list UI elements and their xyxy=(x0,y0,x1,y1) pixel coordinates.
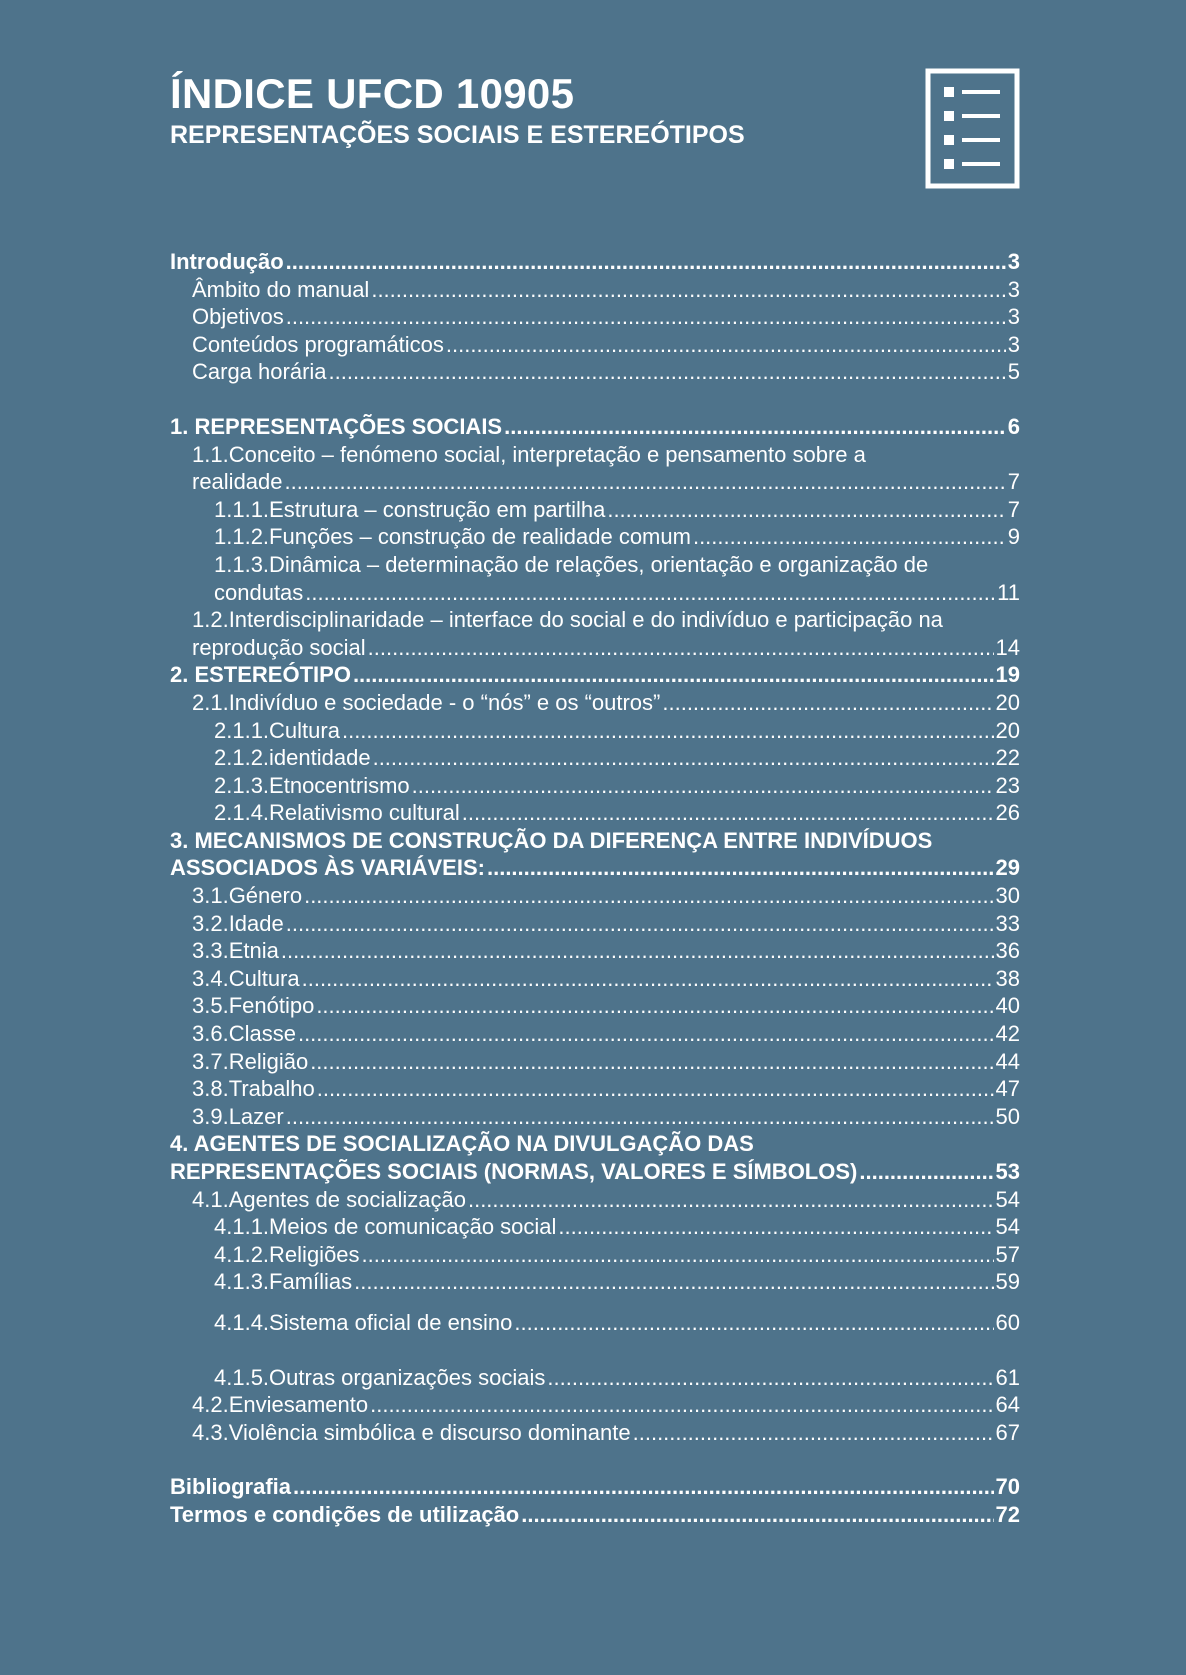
toc-entry-1-1-3-line1[interactable]: 1.1.3.Dinâmica – determinação de relações, orientação e organização de xyxy=(214,551,929,577)
toc-leader xyxy=(371,276,1005,304)
toc-leader xyxy=(487,854,994,882)
toc-page-number: 36 xyxy=(995,938,1020,964)
toc-entry-ambito[interactable] xyxy=(170,276,1020,304)
toc-page-number: 23 xyxy=(995,772,1020,798)
toc-label: 2.1.Indivíduo e sociedade - o “nós” e os “outros” xyxy=(192,689,661,715)
toc-label: condutas xyxy=(214,579,304,605)
toc-leader xyxy=(286,248,1006,276)
toc-page-number: 3 xyxy=(1007,304,1020,330)
toc-entry-4-1-2[interactable] xyxy=(170,1241,1020,1269)
toc-label: reprodução social xyxy=(192,634,366,660)
spacer xyxy=(170,1296,1020,1309)
toc-page-number: 54 xyxy=(995,1186,1020,1212)
toc-label: Âmbito do manual xyxy=(192,276,370,302)
toc-leader xyxy=(354,1268,993,1296)
toc-label: 1.1.1.Estrutura – construção em partilha xyxy=(214,496,606,522)
toc-label: 3.1.Género xyxy=(192,883,303,909)
toc-entry-2-1-1[interactable] xyxy=(170,717,1020,745)
toc-entry-section-3[interactable] xyxy=(170,854,1020,882)
toc-entry-1-1-3[interactable] xyxy=(170,579,1020,607)
toc-page-number: 7 xyxy=(1007,469,1020,495)
toc-leader xyxy=(317,1075,994,1103)
toc-page-number: 60 xyxy=(995,1309,1020,1335)
toc-label: realidade xyxy=(192,469,283,495)
toc-label: 4.1.5.Outras organizações sociais xyxy=(214,1364,546,1390)
toc-label: 4.3.Violência simbólica e discurso dominante xyxy=(192,1419,631,1445)
toc-leader xyxy=(316,992,993,1020)
toc-label: 2.1.3.Etnocentrismo xyxy=(214,772,410,798)
toc-leader xyxy=(446,331,1006,359)
toc-entry-termos[interactable] xyxy=(170,1501,1020,1529)
toc-leader xyxy=(521,1501,993,1529)
toc-entry-3-9[interactable] xyxy=(170,1103,1020,1131)
page-title: ÍNDICE UFCD 10905 xyxy=(170,70,575,117)
toc-page-number: 53 xyxy=(995,1159,1020,1184)
toc-page-number: 38 xyxy=(995,965,1020,991)
toc-entry-1-1-1[interactable] xyxy=(170,496,1020,524)
toc-leader xyxy=(362,1241,994,1269)
toc-page-number: 42 xyxy=(995,1021,1020,1047)
list-document-icon xyxy=(925,68,1020,189)
toc-label: Bibliografia xyxy=(170,1474,292,1500)
toc-leader xyxy=(633,1419,994,1447)
toc-entry-4-1-5[interactable] xyxy=(170,1364,1020,1392)
toc-leader xyxy=(468,1186,994,1214)
toc-label: 3.6.Classe xyxy=(192,1021,296,1047)
toc-leader xyxy=(504,413,1006,441)
toc-page-number: 3 xyxy=(1007,276,1020,302)
toc-label: 3.7.Religião xyxy=(192,1048,309,1074)
toc-entry-1-2[interactable] xyxy=(170,634,1020,662)
toc-label: 3.9.Lazer xyxy=(192,1103,284,1129)
toc-page-number: 61 xyxy=(995,1364,1020,1390)
toc-entry-1-1-line1[interactable]: 1.1.Conceito – fenómeno social, interpretação e pensamento sobre a xyxy=(192,441,866,467)
toc-page-number: 11 xyxy=(997,579,1020,605)
toc-page-number: 67 xyxy=(995,1419,1020,1445)
toc-entry-4-2[interactable] xyxy=(170,1391,1020,1419)
spacer xyxy=(170,1337,1020,1364)
toc-label: 2. ESTEREÓTIPO xyxy=(170,662,351,688)
toc-label: 3.5.Fenótipo xyxy=(192,993,315,1019)
toc-page-number: 40 xyxy=(995,993,1020,1019)
toc-page-number: 14 xyxy=(995,634,1020,660)
toc-entry-3-1[interactable] xyxy=(170,882,1020,910)
toc-leader xyxy=(286,910,994,938)
toc-page-number: 5 xyxy=(1007,359,1020,385)
toc-leader xyxy=(368,634,994,662)
toc-label: ASSOCIADOS ÀS VARIÁVEIS: xyxy=(170,855,485,881)
toc-entry-4-1-1[interactable] xyxy=(170,1213,1020,1241)
toc-page-number: 50 xyxy=(995,1103,1020,1129)
toc-leader xyxy=(298,1020,994,1048)
toc-leader xyxy=(462,799,994,827)
toc-label: 4.1.4.Sistema oficial de ensino xyxy=(214,1309,513,1335)
toc-label: 3.2.Idade xyxy=(192,910,284,936)
toc-entry-4-1[interactable] xyxy=(170,1186,1020,1214)
page-header xyxy=(170,70,745,150)
toc-label: 2.1.2.identidade xyxy=(214,745,371,771)
toc-page-number: 33 xyxy=(995,910,1020,936)
toc-entry-3-4[interactable] xyxy=(170,965,1020,993)
toc-page-number: 3 xyxy=(1007,249,1020,274)
toc-leader xyxy=(286,303,1006,331)
toc-label: Objetivos xyxy=(192,304,284,330)
toc-entry-4-3[interactable] xyxy=(170,1419,1020,1447)
toc-page-number: 20 xyxy=(995,689,1020,715)
toc-leader xyxy=(547,1364,993,1392)
toc-label: Termos e condições de utilização xyxy=(170,1501,520,1527)
toc-page-number: 54 xyxy=(995,1214,1020,1240)
toc-label: 4.2.Enviesamento xyxy=(192,1392,369,1418)
toc-page-number: 47 xyxy=(995,1076,1020,1102)
toc-entry-conteudos[interactable] xyxy=(170,331,1020,359)
toc-label: 4.1.2.Religiões xyxy=(214,1241,360,1267)
toc-leader xyxy=(558,1213,993,1241)
toc-page-number: 59 xyxy=(995,1269,1020,1295)
page-subtitle: REPRESENTAÇÕES SOCIAIS E ESTEREÓTIPOS xyxy=(170,121,745,149)
toc-entry-introducao[interactable] xyxy=(170,248,1020,276)
toc-entry-bibliografia[interactable] xyxy=(170,1473,1020,1501)
toc-leader xyxy=(514,1309,993,1337)
toc-leader xyxy=(285,468,1006,496)
toc-label: Conteúdos programáticos xyxy=(192,331,444,357)
toc-label: 2.1.4.Relativismo cultural xyxy=(214,800,460,826)
toc-entry-3-6[interactable] xyxy=(170,1020,1020,1048)
toc-entry-objetivos[interactable] xyxy=(170,303,1020,331)
toc-page-number: 7 xyxy=(1007,496,1020,522)
toc-label: Carga horária xyxy=(192,359,327,385)
toc-leader xyxy=(302,965,994,993)
toc-leader xyxy=(329,358,1006,386)
toc-entry-3-5[interactable] xyxy=(170,992,1020,1020)
toc-leader xyxy=(305,579,995,607)
toc-page-number: 26 xyxy=(995,800,1020,826)
spacer xyxy=(170,386,1020,413)
toc-page-number: 3 xyxy=(1007,331,1020,357)
toc-page-number: 72 xyxy=(995,1501,1020,1527)
toc-label: 4.1.3.Famílias xyxy=(214,1269,353,1295)
spacer xyxy=(170,1446,1020,1473)
toc-leader xyxy=(607,496,1005,524)
toc-leader xyxy=(662,689,993,717)
toc-label: 1. REPRESENTAÇÕES SOCIAIS xyxy=(170,413,503,439)
toc-label: 4.1.Agentes de socialização xyxy=(192,1186,466,1212)
toc-entry-3-3[interactable] xyxy=(170,937,1020,965)
toc-label: 4.1.1.Meios de comunicação social xyxy=(214,1214,557,1240)
toc-page-number: 30 xyxy=(995,883,1020,909)
toc-entry-2-1-3[interactable] xyxy=(170,772,1020,800)
toc-entry-2-1-2[interactable] xyxy=(170,744,1020,772)
toc-page-number: 19 xyxy=(995,662,1020,688)
toc-entry-4-1-3[interactable] xyxy=(170,1268,1020,1296)
toc-page-number: 29 xyxy=(995,855,1020,881)
toc-entry-1-1-2[interactable] xyxy=(170,523,1020,551)
table-of-contents xyxy=(170,248,1020,1529)
toc-label: Introdução xyxy=(170,249,284,274)
toc-leader xyxy=(859,1158,993,1186)
toc-leader xyxy=(293,1473,994,1501)
toc-page-number: 22 xyxy=(995,745,1020,771)
toc-leader xyxy=(412,772,994,800)
toc-entry-2-1[interactable] xyxy=(170,689,1020,717)
toc-leader xyxy=(353,661,994,689)
toc-entry-section-4[interactable] xyxy=(170,1158,1020,1186)
toc-page-number: 57 xyxy=(995,1241,1020,1267)
toc-leader xyxy=(342,717,994,745)
toc-leader xyxy=(370,1391,993,1419)
toc-entry-section-1[interactable] xyxy=(170,413,1020,441)
toc-entry-1-1[interactable] xyxy=(170,468,1020,496)
toc-leader xyxy=(286,1103,994,1131)
toc-leader xyxy=(373,744,994,772)
toc-entry-3-2[interactable] xyxy=(170,910,1020,938)
toc-label: 3.3.Etnia xyxy=(192,938,279,964)
toc-page-number: 64 xyxy=(995,1392,1020,1418)
toc-entry-4-1-4[interactable] xyxy=(170,1309,1020,1337)
toc-entry-section-2[interactable] xyxy=(170,661,1020,689)
toc-label: 1.1.2.Funções – construção de realidade comum xyxy=(214,524,691,550)
toc-page-number: 6 xyxy=(1007,413,1020,439)
toc-entry-carga-horaria[interactable] xyxy=(170,358,1020,386)
toc-page-number: 44 xyxy=(995,1048,1020,1074)
toc-leader xyxy=(304,882,993,910)
toc-label: REPRESENTAÇÕES SOCIAIS (NORMAS, VALORES E SÍMBOLOS) xyxy=(170,1159,858,1184)
toc-page-number: 9 xyxy=(1007,524,1020,550)
toc-label: 3.4.Cultura xyxy=(192,965,300,991)
toc-leader xyxy=(693,523,1006,551)
toc-entry-3-8[interactable] xyxy=(170,1075,1020,1103)
toc-page-number: 20 xyxy=(995,717,1020,743)
toc-entry-2-1-4[interactable] xyxy=(170,799,1020,827)
toc-leader xyxy=(310,1048,993,1076)
toc-entry-3-7[interactable] xyxy=(170,1048,1020,1076)
toc-entry-section-4-line1[interactable]: 4. AGENTES DE SOCIALIZAÇÃO NA DIVULGAÇÃO DAS xyxy=(170,1131,754,1157)
toc-entry-1-2-line1[interactable]: 1.2.Interdisciplinaridade – interface do social e do indivíduo e participação na xyxy=(192,607,943,633)
toc-leader xyxy=(281,937,994,965)
toc-entry-section-3-line1[interactable]: 3. MECANISMOS DE CONSTRUÇÃO DA DIFERENÇA ENTRE INDIVÍDUOS xyxy=(170,827,933,853)
toc-page-number: 70 xyxy=(995,1474,1020,1500)
toc-label: 2.1.1.Cultura xyxy=(214,717,340,743)
toc-label: 3.8.Trabalho xyxy=(192,1076,315,1102)
